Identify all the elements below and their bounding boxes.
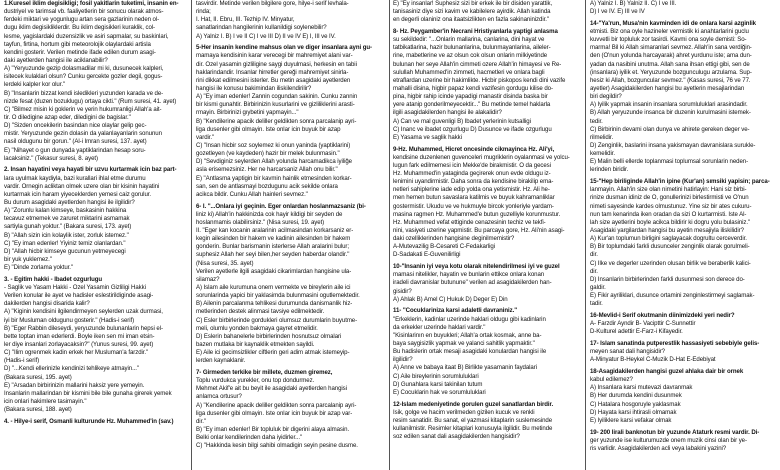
text-line: Belki onlar kendilerinden daha iyidirler...": [196, 434, 303, 442]
text-line: yere atanip gonderilmeyecektir..." Bu metinde temel haklarla: [393, 101, 551, 109]
text-line: E) "Antlasma yaptigin bir kavmin hainlik etmesinden korkar-: [196, 174, 352, 182]
text-line: E) Yasama ve saglik hakki: [393, 133, 462, 141]
text-line: bette toptan iman ederlerdi. Boyle iken sen mi iman etsin-: [4, 332, 155, 340]
text-line: vardir.": [196, 133, 215, 141]
text-line: dir.: [590, 267, 598, 275]
text-line: E) Iyiliklere karsi vefakar olmak: [590, 416, 672, 424]
text-line: B) "Ey iman edenler! Bir topluluk bir digerini alaya almasin.: [196, 425, 350, 433]
text-line: D) Hayata karsi ihtirasli olmamak: [590, 408, 677, 416]
text-line: asla erisemezsiniz. Her ne harcarsaniz Allah onu bilir.": [196, 166, 338, 174]
text-line: nasil oldugunu bir gorun." (Al-i Imran suresi, 137. ayet): [4, 138, 147, 146]
text-line: sorunlarinda yapici bir yaklasimda bulunmasini ogutlemektedir.: [196, 292, 360, 300]
text-line: kurtarmak icin haram yiyeceklerden yemesi caiz gorulur.: [4, 190, 151, 198]
text-line: 3. - Egitim hakki - Ibadet ozgurlugu: [4, 275, 103, 283]
text-line: [590, 308, 776, 311]
text-line: resim sanatidir. Bu sanat, el yazmasi kitaplarin suslemesinde: [393, 416, 553, 424]
text-line: "Kisinlarinın en buyukleri; Allah'a ortak kosmak, anne ba-: [393, 331, 542, 339]
text-line: kemelidir.: [590, 150, 615, 158]
text-line: A) Can ve mal guvenligi B) Ibadet yerlerinin kutsalligi: [393, 117, 531, 125]
text-line: II. "Eger kan kocanin aralarinin acilmasindan korkarsaniz er-: [196, 226, 354, 234]
text-line: ayetler) Asagidakilerden hangisi bu ayetlerin mesajlarindan: [590, 85, 745, 92]
text-line: C) Hatalara hosgoruyle yaklasmak: [590, 400, 681, 408]
text-line: C) Ilke ve degerler uzerinden olusan birlik ve beraberlik kalici-: [590, 259, 751, 267]
text-line: bir kismi gunahtir. Birbirinizin kusurlarini ve gizliliklerini arasti-: [196, 101, 355, 109]
text-line: Mehmet Akif'e ait bu beyit ile asagidaki ayetlerden hangisi: [196, 385, 347, 393]
column-divider: [585, 0, 586, 470]
text-line: A) Islam aile kurumuna onem vermekte ve bireylerin aile ici: [196, 283, 351, 291]
text-line: suphesiz Allah her seyi bilen,her seyden haberdar olandir.": [196, 251, 350, 259]
text-line: C) "Ilim ogrenmek kadin erkek her Musluman'a farzdir.": [4, 349, 149, 357]
text-line: [393, 397, 581, 400]
text-line: A-Mutevazilig B-Cesareti C-Fedakarligi: [393, 243, 495, 251]
text-line: Verilen konular ile ayet ve hadisler eslestirildiginde asagi-: [4, 292, 154, 300]
text-line: rmayin. Birbirinizi gıybetini yapmayin...": [196, 109, 299, 117]
text-line: 8- Hz. Peygamber'in Necrani Hristiyanlarla yaptigi anlasma: [393, 28, 558, 36]
text-line: bulunan her seye Allah'in cimmeti ozere Allah'in himayesi ve Re-: [393, 60, 562, 68]
text-line: I. Hat, II. Ebru, III. Tezhip IV. Minyatur,: [196, 16, 295, 24]
text-line: su sekildedir: "...Onlarin mallarina, canlarina, dini hayat ve: [393, 36, 545, 44]
text-line: lugun fark edilmemesi icin Mekke'de birakmistir. O da gecesi: [393, 161, 551, 169]
text-line: [196, 41, 385, 44]
text-line: D) "Sevdiginiz seylerden Allah yolunda harcamadikca iyiliğe: [196, 158, 352, 166]
text-line: A) "Zorunlu kalan kimseye, baskasinin hakkina: [4, 207, 127, 215]
text-line: E) "Arsadan birbirinizin mallarini haksiz yere yemeyin.: [4, 381, 145, 389]
text-line: ger yuzunde ise kulturumuzde onem muzik cinsi olan bir ye-: [590, 436, 747, 444]
text-line: gozetleyen (ve kaydeden) hazir bir melek bulunmasin.": [196, 150, 340, 158]
text-line: dir. Ozel yasamin gizliligine saygi duyulmasi, herkesin en tabii: [196, 60, 357, 68]
text-line: 1.Kuresel iklim degisikligi; fosil yakitlarin tuketimi, insanin en-: [4, 0, 179, 7]
text-line: A) "Kiginin kendisini ilgilendirmeyen seylerden uzak durmasi,: [4, 308, 163, 316]
text-line: [590, 336, 776, 339]
text-line: 17- Islam sanatinda putperestlik hassasiyeti sebebiyle gelis-: [590, 340, 760, 347]
text-line: ilgilidir?: [393, 356, 413, 364]
text-line: B) "Eger Rabbin dileseydi, yeryuzunde bulunanlarin hepsi el-: [4, 324, 163, 332]
text-line: mamaya kendisinin karar verecegi bir mahremiyet alani var-: [196, 52, 353, 60]
text-line: B) Allah yeryuzunde insanca bir duzenin kurulmasini istemek-: [590, 109, 751, 117]
column-divider: [191, 0, 192, 470]
text-line: dugu iklim degisikliklerdir. Bu iklim degisikleri kuraklik, col-: [4, 24, 155, 32]
text-line: san, sen de antlasmayi bozdugunu acik sekilde onlara: [196, 182, 338, 190]
text-line: nizde fesat (duzen bozuklugu) ortaya cikti." (Rum suresi, 41. ayet): [4, 97, 177, 105]
text-line: [393, 142, 581, 145]
text-line: icin onlari hakimlere tasimayin.": [4, 397, 87, 405]
text-line: baya saygisizlik yapmak ve yalanci sahitlik yapmaktir.": [393, 340, 535, 347]
text-line: ris varlidir. Asagidakilerden acli veya labakini yazini?: [590, 444, 727, 452]
text-line: [590, 425, 776, 428]
text-line: iradeli davranislar butunune" verilen ad asagidakilerden han-: [393, 279, 552, 287]
text-line: den (O'nun yolunda harcayarak) ahret yurdunu iste; ama dun-: [590, 52, 752, 60]
text-line: kabul edilemez?: [590, 376, 633, 384]
text-line: nun tam kenarinda iken oradan da sizi O kurtarmisti. Iste Al-: [590, 210, 747, 218]
text-line: E) Malin belli ellerde toplanmasi toplumsal sorunlarin neden-: [590, 158, 749, 166]
text-line: daki ayetlerden hangisi ile aciklanabilir?: [4, 56, 108, 64]
text-line: D) I ve IV. E) III ve IV: [590, 8, 645, 16]
text-line: C) "Hakkinda kesin bilgi sahibi olmadigin seyin pesine dusme.: [196, 442, 358, 450]
text-line: [393, 304, 581, 307]
text-line: E) "Nihayet o gun dunyada yaptiklarindan hesap soru-: [4, 146, 146, 154]
text-line: 11- "Cocuklariniza karsi adaletli davraniniz.": [393, 307, 518, 315]
text-line: Toplu vurdukca yurekler, onu top dondurmez.: [196, 377, 315, 385]
text-line: rine, mabetlerine ve az olsun cok olsun onlarin milkiyetinde: [393, 52, 548, 60]
text-line: meyen sanat dali hangisidir?: [590, 348, 665, 356]
text-line: [590, 175, 776, 178]
text-line: B) "Kendilerine apacik deliller geldikten sonra parcalanip ayri-: [196, 117, 357, 125]
text-line: 10-"Insanin iyi veya kotu olarak nitelendirilmesi iyi ve guzel: [393, 263, 560, 271]
column-divider: [389, 0, 390, 470]
text-line: masina ragmen Hz. Muhammed'e butun guzelliyle korunmustur.: [393, 210, 561, 218]
text-line: tanisasiniz diye sizi kavim ve kabilelere ayirdik. Allah katinda: [393, 8, 551, 16]
text-line: marma! Bil ki Allah simaranlari sevmez. Allah'in sana verdiğin-: [590, 44, 752, 52]
text-line: lesme, yagislardaki duzensizlik ve asiri sapmalar, su baskinlari,: [4, 32, 169, 40]
text-line: D) "...Kendi ellerinizle kendinizi tehlikeye atmayin...": [4, 365, 139, 373]
text-line: [590, 364, 776, 367]
text-line: D) Eslerin bahanelerle birbirlerinden hosnutsuz olmalari: [196, 332, 342, 340]
text-line: vardir. Ornegin acliktan olmek uzere olan bir kisinin hayatini: [4, 182, 160, 190]
text-line: tir. O diledigine azap eder, diledigini de bagislar.": [4, 113, 131, 121]
column-4: [590, 0, 776, 470]
text-line: A) Ahlak B) Amel C) Hukuk D) Deger E) Din: [393, 295, 508, 303]
text-line: tadir.: [590, 300, 603, 308]
text-line: E) Cocuklarin hak ve sorumluluklari: [393, 388, 486, 396]
text-line: D-Kulturel adettir E-Farz-i Kifayedir.: [590, 328, 683, 336]
text-line: Hz. Muhammed'in yataginda geçirerek onun evde oldugu iz-: [393, 170, 551, 177]
text-line: mamasi nitelikler, hayatin ve bunlarin ettikce onlara konan: [393, 271, 545, 279]
text-line: pina, higbir rahip icinde yapadigi manastir disinda baska bir: [393, 93, 548, 101]
text-line: dakilerden hangisi disarida kalir?: [4, 300, 90, 308]
text-line: gonderin. Bunlar barismanin isterlerse Allah aralarini bulur;: [196, 243, 349, 251]
text-line: metlerinden destek alinmasi tavsiye edilmektedir.: [196, 308, 325, 316]
text-line: nini, vasiyeti uzerine yapmistir. Bu parcaya gore, Hz. Ali'nin asagi-: [393, 226, 565, 234]
text-line: lanmayin. Allah'in size olan nimetini hatirlayin: Hani siz birbi-: [590, 186, 747, 194]
text-line: C) Inanc ve ibadet ozgurlugu D) Dusunce ve ifade ozgurlugu: [393, 125, 552, 133]
text-line: da erkekler uzerinde haklari vardir.": [393, 323, 486, 331]
text-line: bazen mutlaka bir kaynaklik etmekten sayildi.: [196, 340, 315, 348]
text-line: B) Bir toplumdaki farkli dusunceler zenginlik olarak gorulmeli-: [590, 243, 750, 251]
text-line: soz edilen sanat dali asagidakilerden hangisidir?: [393, 433, 520, 441]
text-line: [393, 24, 581, 27]
text-line: Asagidaki yargilardan hangisi bu ayetin mesajiyla iliskilidir?: [590, 226, 744, 234]
text-line: C) Aile bireylerinin sorumluluklari: [393, 372, 479, 380]
text-line: A) "Ey iman edenler! Zannin cogundan sakinin. Cunku zannin: [196, 93, 358, 101]
text-line: B) "Allah sizin icin kolaylik ister, zorluk istemez.": [4, 231, 129, 239]
text-line: lenimini uyandirmistir. Daha sonra da kendisine birakilip ema-: [393, 178, 554, 186]
text-line: A) Iyilik yapmak insanin insanlara sorumluluklari arasindadir.: [590, 101, 748, 109]
text-line: kendisine duzenlenen guvenceleri mugriklerin oyalanmasi ve yolcu-: [393, 153, 570, 161]
text-line: mistir. Yeryuzunde gezin dolasin da yalanlayanlarin sonunun: [4, 130, 162, 138]
text-line: isitecek kulaklari olsun? Cunku gercekte gozler degil, gogus-: [4, 73, 163, 81]
text-line: Verilen ayetlerle ilgili asagidaki cikarimlardan hangisine ula-: [196, 267, 352, 275]
text-line: kendini gosterir. Verilen metinde ifade edilen durum asagi-: [4, 48, 156, 56]
text-line: C) "Bilmez misin ki goklerin ve yerin hukumranligi Allah'a ait-: [4, 105, 162, 113]
text-line: dir.: [590, 251, 598, 259]
text-line: dustriyel ve tarimsal vb. faaliyetlerin bir sonucu olarak atmos-: [4, 8, 164, 16]
text-line: A) Yalniz I. B) Yalniz II. C) I ve III.: [590, 0, 677, 7]
text-line: en degerli olaniniz ona itaatsizlikten en fazla sakinaninizdir.": [393, 16, 549, 24]
text-line: haklarindandir. Insanlar hirretler gereği mahremiyet sinirla-: [196, 68, 349, 76]
text-line: Isik, golge ve hacim verilmeden gizilen kucuk ve renkli: [393, 408, 535, 416]
text-line: ler diye insanlari zorlayacaksin?" (Yunus suresi, 99. ayet): [4, 340, 154, 348]
text-line: biri degildir?: [590, 93, 622, 101]
text-line: silamaz?: [196, 275, 220, 283]
text-line: A) Insanlara karsi mutevazi davranmak: [590, 384, 693, 392]
text-line: lerdeki kalpler kor olur.": [4, 81, 66, 89]
text-line: hesiz ki Allah, bozguncular sevmez." (Kasas suresi, 76 ve 77.: [590, 76, 751, 84]
text-line: tayfun, firtina, hortum gibi meteorolojik olaylardaki artisla: [4, 40, 151, 48]
text-line: galdir.: [590, 283, 606, 291]
text-line: E) Fikir ayriliklari, dusunce ortamini zenginlestirmeyi saglamak-: [590, 292, 755, 300]
text-line: ilgili asagidakilerden hangisi ile alakalidir?: [393, 109, 502, 117]
text-line: [4, 163, 187, 166]
text-line: 12-Islam medeniyetinde gorulen guzel sanatlardan birdir.: [393, 400, 554, 408]
text-line: lerinden biridir.: [590, 166, 629, 174]
text-line: B) "Insanlarin bizzat kendi isledikleri yuzunden karada ve de-: [4, 89, 164, 97]
text-line: 4. - Hilye-i serif, Osmanli kulturunde Hz. Muhammed'in (sav.): [4, 417, 174, 425]
text-line: tatbikatlarina, hazir bulunanlarina, bulunmayanlarina, aileler-: [393, 44, 551, 52]
text-line: yadan da nasibini unutma. Allah sana ihsan ettigi gibi, sen de: [590, 60, 750, 68]
text-line: nimeti sayesinde kardes olmustunuz. Yine siz bir ates cukuru-: [590, 202, 752, 210]
text-line: 7- Girmeden terkike bir millete, duzmen giremez,: [196, 368, 333, 376]
text-line: A) Anne ve babaya itaat B) Birlikte yasamanin faydalari: [393, 364, 537, 372]
text-line: Insanlarin mallarindan bir kismini bile bile gunaha girerek yemek: [4, 389, 172, 397]
text-line: kegin ailesinden bir hakem ve kadinin ailesinden bir hakem: [196, 235, 351, 243]
text-line: D-Sadakati E-Guvenilirligi: [393, 251, 461, 259]
text-line: liga dusenler gibi olmayin. Iste onlar icin buyuk bir azap var-: [196, 409, 353, 417]
text-line: mahalli disina, higbir papaz kendi vazifesin gordugu kilise do-: [393, 85, 553, 92]
text-line: (Bakara suresi, 188. ayet): [4, 406, 72, 414]
text-line: [4, 414, 187, 417]
text-line: E) "Dinde zorlama yoktur.": [4, 264, 73, 272]
text-line: Hz. Muhammed vefat ettiginde cenazesinin techiz ve tekfi-: [393, 218, 546, 226]
text-line: etmisti. Biz ona oyle hazineler vermistik ki anahtarlarini guclu: [590, 28, 749, 36]
text-line: C) Birbirinin devami olan dunya ve ahirete gereken deger ve-: [590, 125, 750, 133]
column-1: [4, 0, 187, 470]
text-line: - Saglik ve Yasam Hakki - Ozel Yasamin Gizliligi Hakki: [4, 283, 146, 291]
text-line: A-Minyatur B-Heykel C-Muzik D-Hat E-Edebiyat: [590, 356, 716, 364]
column-3: [393, 0, 581, 470]
text-line: sartiyla gunah yoktur." (Bakara suresi, 173. ayet): [4, 223, 132, 231]
text-line: [196, 365, 385, 368]
text-line: bir yuk yuklemez.": [4, 255, 52, 263]
text-line: A) "Kendilerine apacik deliller geldikten sonra parcalanip ayri-: [196, 401, 357, 409]
text-line: (Hadis-i serif): [4, 357, 40, 365]
text-line: E) Aile ici gecimsizlikler ciftlerin geri adim atmak istemeyip-: [196, 349, 350, 357]
text-line: hangisi ile konusu bakimindan iliskilendirilir?: [196, 85, 312, 92]
text-line: anlamca ortusur?: [196, 393, 242, 401]
text-line: lacaksiniz." (Tekasur suresi, 8. ayet): [4, 154, 98, 162]
text-line: meli, olumlu yonden bakmaya gayret etmelidir.: [196, 324, 318, 332]
text-line: lah size ayetlerini boyle acikca bildirir ki dogru yolu bulasiniz.": [590, 218, 751, 226]
text-line: 2. Insan hayatini veya hayati bir uzvu kurtarmak icin baz part-: [4, 166, 177, 174]
text-line: C) "Ey iman edenler! Yiyiniz temiz olanlardan.": [4, 239, 126, 247]
text-line: [393, 260, 581, 263]
text-line: ferdeki miktari ve yogunlugu artan sera gazlarinin neden ol-: [4, 16, 160, 24]
text-line: 5-Her insanin kendine mahsus olan ve diger insanlara ayni gu-: [196, 44, 372, 52]
text-line: [590, 16, 776, 19]
text-line: etraflardan uzerine bir hakimlikte. Hicbir piskopos kendi dini vazife: [393, 76, 566, 84]
text-line: D) Zenginlik, baslarini insana yakismayan davranislara surukle-: [590, 141, 756, 149]
text-line: B) Her durumda kendini dusunmek: [590, 392, 682, 400]
text-line: C) "Insan hicbir soz soylemez ki onun yaninda (yaptiklarini): [196, 141, 351, 149]
text-line: A- Farzdir Ayndir B- Vacipttir C-Sunnettir: [590, 320, 696, 328]
text-line: rilmelidir.: [590, 133, 614, 141]
text-line: liniz ki) Allah'in hakkinizda cok hayir kildigi bir seyden de: [196, 210, 343, 218]
text-line: sulullah Muhammed'in zimmeti, hacmetleri ve onlara bagli: [393, 68, 545, 76]
text-line: liga dusenler gibi olmayin. Iste onlar icin buyuk bir azap: [196, 125, 341, 133]
text-line: [196, 199, 385, 202]
text-line: (insanlara) iyilik et. Yeryuzunde bozgunculugu arzulama. Sup-: [590, 68, 752, 76]
text-line: D) "Allah hicbir kimseye gucunun yetmeyecegi: [4, 247, 126, 255]
text-line: gisidir?: [393, 287, 412, 295]
text-line: "Erkeklerin, kadinlar uzerinde haklari oldugu gibi kadinlarin: [393, 315, 546, 323]
text-line: A) Yalniz I. B) I ve II C) I ve III D) II ve IV E) I, III ve IV.: [196, 32, 336, 40]
text-line: sanatlarindan hangilerinin kullanildigi soylenebilir?: [196, 24, 327, 32]
text-line: 9-Hz. Muhammed, Hicret oncesinde cikmayinca Hz. Ali'yi,: [393, 145, 555, 153]
text-line: (Bakara suresi, 195. ayet): [4, 373, 72, 381]
text-line: iyi bir Musluman oldugunu gosterir." (Hadis-i serif): [4, 316, 135, 324]
text-line: A) "Yeryuzunde gezip dolasmadilar mi ki, dusunecek kalpleri,: [4, 65, 164, 73]
text-line: hoslanmamis olabilirsiniz." (Nisa suresi, 19. ayet): [196, 218, 325, 226]
text-line: rini dikkat edilmesini isterler. Bu metin asagidaki ayetlerden: [196, 76, 351, 84]
text-line: Bu durum asagidaki ayetlerden hangisi ile ilgilidir?: [4, 198, 135, 206]
text-line: rinda;: [196, 8, 211, 16]
text-line: rinize dusman idiniz de O, gonullerinizi birlestirmisti ve O'nun: [590, 194, 749, 202]
text-line: 19- 200 lirali banknotun bir yuzunde Ataturk resmi vardir. Di-: [590, 428, 760, 436]
text-line: tasvirdir. Metinde verilen bilgilere gore, hilye-i serif levhala-: [196, 0, 349, 7]
text-line: B) Ailenin parcalanma tehlikesi durumunda danismanlik hiz-: [196, 300, 353, 308]
text-line: 14-"Ya'run, Musa'nin kavminden idi de onlara karsi azginlik: [590, 19, 756, 27]
text-line: C) Esler birbirlerinde gordukleri olumsuz durumlarin buyutme-: [196, 316, 358, 324]
text-line: dir.": [196, 417, 206, 425]
text-line: Bu hadislerin ortak mesaji asagidaki konulardan hangisi ile: [393, 348, 547, 356]
text-line: D) Gunahlara karsi takinilan tutum: [393, 380, 483, 388]
text-line: 16-Mevlid-i Serif okutmanin diinimizdeki yeri nedir?: [590, 311, 735, 319]
text-line: netleri sahiplerine iade edip yolda ona yetismistir. Hz. Ali he-: [393, 186, 550, 194]
text-line: E) "Ey insanlar! Suphesiz sizi bir erkek ile bir disiden yarattik,: [393, 0, 553, 7]
text-line: D) "Sizden oncekilerin basindan nice olaylar gelip gec-: [4, 122, 147, 130]
text-line: tecavuz etmemek ve zaruret miktarini asmamak: [4, 215, 130, 223]
text-line: daki ozelliklerinden hangisine deginilmemistir?: [393, 235, 515, 243]
text-line: A) Kur'an toplumun birligini saglayacak dogrultu cerceverdir.: [590, 235, 747, 243]
text-line: 18-Asagidakilerden hangisi guzel ahlaka dair bir ornek: [590, 368, 744, 376]
text-line: lara uyulmak kaydiyla, bazi kurallari ihlal etme durumu: [4, 174, 146, 182]
text-line: kullanilmistir. Resimler kitaplari konusuyla ilgilidir. Bu metinde: [393, 425, 553, 432]
text-line: lerden kaynaklanir.: [196, 357, 246, 365]
text-line: men hemen butun savaslara katilmis ve buyuk kahramanliklar: [393, 194, 555, 202]
text-line: D) Insanlarin birbirlerinden farkli dusunmesi son derece do-: [590, 275, 745, 283]
text-line: (Nisa suresi, 35. ayet): [196, 259, 254, 267]
text-line: 15-"Hep biriliginde Allah'in ipine (Kur'an) sımsiki yapisin; parca-: [590, 178, 770, 186]
text-line: gostermistir. Ukudu ve ve hukmuyle bircok yonleriyle yardam-: [393, 202, 554, 210]
column-2: [196, 0, 385, 470]
text-line: [4, 272, 187, 275]
text-line: kuvvetli bir topluluk zor tasirdi. Kavmi ona soyle demisti: So-: [590, 36, 747, 44]
text-line: 6- I. "...Onlara iyi geçinin. Eger onlardan hoslanmazsaniz (bi-: [196, 202, 366, 210]
text-line: acikca bildir. Cunku Allah hainleri sevmez.": [196, 190, 308, 198]
text-line: tedir.: [590, 117, 603, 125]
